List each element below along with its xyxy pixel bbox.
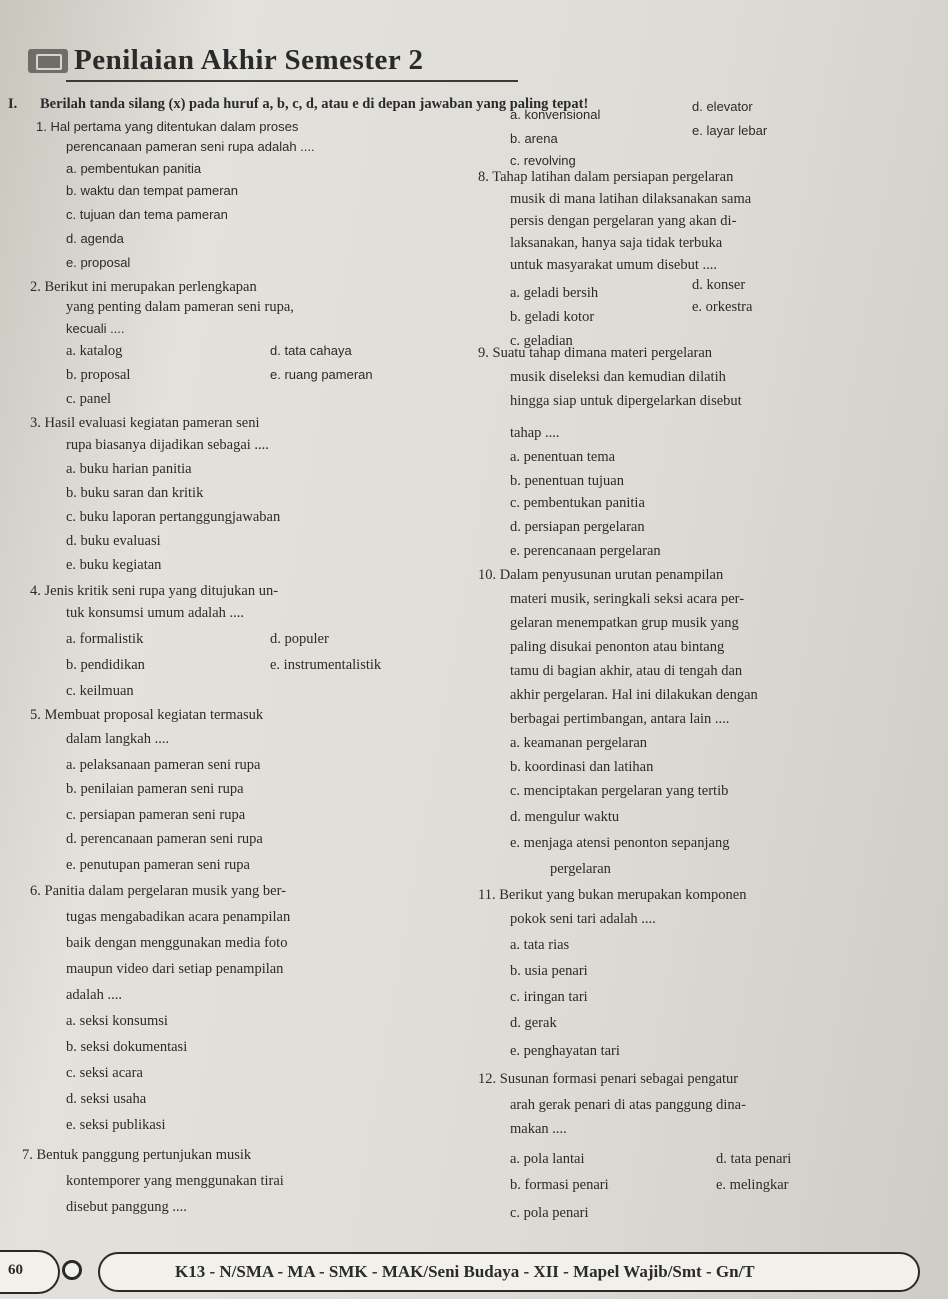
question-line: gelaran menempatkan grup musik yang [510, 615, 739, 631]
question-line: paling disukai penonton atau bintang [510, 639, 725, 655]
question-line: laksanakan, hanya saja tidak terbuka [510, 235, 723, 251]
instruction-text: Berilah tanda silang (x) pada huruf a, b, c, d, atau e di depan jawaban yang paling tepat! [40, 96, 589, 112]
question-line: 9. Suatu tahap dimana materi pergelaran [478, 345, 713, 361]
answer-option: d. buku evaluasi [66, 533, 161, 549]
question-line: 8. Tahap latihan dalam persiapan pergelaran [478, 169, 734, 185]
question-line: baik dengan menggunakan media foto [66, 935, 288, 951]
title-bar [28, 44, 423, 77]
answer-option: c. keilmuan [66, 683, 134, 699]
question-line: perencanaan pameran seni rupa adalah .... [66, 139, 315, 154]
answer-option: d. mengulur waktu [510, 809, 620, 825]
answer-option: d. tata penari [716, 1151, 792, 1167]
answer-option: c. buku laporan pertanggungjawaban [66, 509, 281, 525]
answer-option: d. gerak [510, 1015, 557, 1031]
answer-option: e. instrumentalistik [270, 657, 382, 673]
question-line: musik diseleksi dan kemudian dilatih [510, 369, 726, 385]
answer-option: d. agenda [66, 231, 124, 246]
answer-option: c. menciptakan pergelaran yang tertib [510, 783, 729, 799]
answer-option: b. koordinasi dan latihan [510, 759, 654, 775]
question-line: tuk konsumsi umum adalah .... [66, 605, 245, 621]
answer-option: a. buku harian panitia [66, 461, 192, 477]
answer-option: a. konvensional [510, 107, 601, 122]
question-line: 5. Membuat proposal kegiatan termasuk [30, 707, 264, 723]
answer-option: b. formasi penari [510, 1177, 609, 1193]
answer-option: b. usia penari [510, 963, 588, 979]
question-line: untuk masyarakat umum disebut .... [510, 257, 717, 273]
answer-option: c. panel [66, 391, 112, 407]
answer-option: e. seksi publikasi [66, 1117, 166, 1133]
question-line: 10. Dalam penyusunan urutan penampilan [478, 567, 724, 583]
question-line: disebut panggung .... [66, 1199, 187, 1215]
question-line: tamu di bagian akhir, atau di tengah dan [510, 663, 743, 679]
footer-text: K13 - N/SMA - MA - SMK - MAK/Seni Budaya - XII - Mapel Wajib/Smt - Gn/T [175, 1262, 755, 1281]
answer-option: a. seksi konsumsi [66, 1013, 168, 1029]
answer-option: e. melingkar [716, 1177, 789, 1193]
question-line: berbagai pertimbangan, antara lain .... [510, 711, 730, 727]
answer-option: a. pembentukan panitia [66, 161, 202, 176]
answer-option-continued: pergelaran [550, 861, 611, 877]
question-line: arah gerak penari di atas panggung dina- [510, 1097, 746, 1113]
answer-option: b. buku saran dan kritik [66, 485, 204, 501]
answer-option: c. revolving [510, 153, 576, 168]
answer-option: a. formalistik [66, 631, 144, 647]
page-number: 60 [8, 1262, 23, 1278]
answer-option: b. proposal [66, 367, 131, 383]
question-line: 4. Jenis kritik seni rupa yang ditujukan un- [30, 583, 279, 599]
answer-option: c. tujuan dan tema pameran [66, 207, 228, 222]
answer-option: b. arena [510, 131, 558, 146]
answer-option: e. orkestra [692, 299, 753, 315]
question-line: rupa biasanya dijadikan sebagai .... [66, 437, 269, 453]
question-line: tahap .... [510, 425, 560, 441]
answer-option: c. iringan tari [510, 989, 588, 1005]
page-footer [0, 1248, 948, 1294]
answer-option: c. pembentukan panitia [510, 495, 645, 511]
answer-option: d. persiapan pergelaran [510, 519, 645, 535]
answer-option: c. pola penari [510, 1205, 589, 1221]
answer-option: a. keamanan pergelaran [510, 735, 647, 751]
question-line: 11. Berikut yang bukan merupakan komponen [478, 887, 747, 903]
question-line: materi musik, seringkali seksi acara per- [510, 591, 745, 607]
answer-option: e. layar lebar [692, 123, 768, 138]
question-line: akhir pergelaran. Hal ini dilakukan dengan [510, 687, 758, 703]
circle-icon [62, 1260, 82, 1280]
answer-option: e. proposal [66, 255, 131, 270]
answer-option: a. pelaksanaan pameran seni rupa [66, 757, 261, 773]
question-line: makan .... [510, 1121, 567, 1137]
answer-option: d. tata cahaya [270, 343, 352, 358]
question-line: kecuali .... [66, 321, 125, 336]
answer-option: b. seksi dokumentasi [66, 1039, 188, 1055]
answer-option: e. penutupan pameran seni rupa [66, 857, 250, 873]
answer-option: a. katalog [66, 343, 123, 359]
question-line: kontemporer yang menggunakan tirai [66, 1173, 284, 1189]
question-line: 3. Hasil evaluasi kegiatan pameran seni [30, 415, 260, 431]
answer-option: b. penentuan tujuan [510, 473, 624, 489]
instruction-number: I. [8, 96, 18, 112]
question-line: 12. Susunan formasi penari sebagai pengatur [478, 1071, 739, 1087]
answer-option: e. menjaga atensi penonton sepanjang [510, 835, 730, 851]
question-line: 1. Hal pertama yang ditentukan dalam proses [36, 119, 299, 134]
instruction [8, 96, 588, 113]
answer-option: d. seksi usaha [66, 1091, 147, 1107]
answer-option: a. penentuan tema [510, 449, 616, 465]
question-line: maupun video dari setiap penampilan [66, 961, 284, 977]
answer-option: a. geladi bersih [510, 285, 599, 301]
answer-option: e. penghayatan tari [510, 1043, 620, 1059]
question-line: tugas mengabadikan acara penampilan [66, 909, 291, 925]
answer-option: e. perencanaan pergelaran [510, 543, 661, 559]
answer-option: c. geladian [510, 333, 573, 349]
answer-option: b. geladi kotor [510, 309, 595, 325]
answer-option: a. tata rias [510, 937, 570, 953]
question-line: persis dengan pergelaran yang akan di- [510, 213, 737, 229]
answer-option: b. pendidikan [66, 657, 145, 673]
question-line: musik di mana latihan dilaksanakan sama [510, 191, 752, 207]
answer-option: d. perencanaan pameran seni rupa [66, 831, 263, 847]
answer-option: b. penilaian pameran seni rupa [66, 781, 244, 797]
question-line: pokok seni tari adalah .... [510, 911, 656, 927]
question-line: yang penting dalam pameran seni rupa, [66, 299, 294, 315]
question-line: dalam langkah .... [66, 731, 170, 747]
answer-option: d. elevator [692, 99, 753, 114]
question-line: 2. Berikut ini merupakan perlengkapan [30, 279, 257, 295]
answer-option: d. konser [692, 277, 746, 293]
answer-option: c. seksi acara [66, 1065, 143, 1081]
title-underline [66, 80, 518, 82]
question-line: adalah .... [66, 987, 122, 1003]
answer-option: c. persiapan pameran seni rupa [66, 807, 246, 823]
question-line: 6. Panitia dalam pergelaran musik yang ber- [30, 883, 286, 899]
answer-option: d. populer [270, 631, 329, 647]
answer-option: e. ruang pameran [270, 367, 373, 382]
page-title: Penilaian Akhir Semester 2 [74, 44, 424, 76]
question-line: hingga siap untuk dipergelarkan disebut [510, 393, 742, 409]
book-icon [28, 49, 68, 73]
answer-option: b. waktu dan tempat pameran [66, 183, 238, 198]
answer-option: a. pola lantai [510, 1151, 585, 1167]
answer-option: e. buku kegiatan [66, 557, 162, 573]
question-line: 7. Bentuk panggung pertunjukan musik [22, 1147, 252, 1163]
